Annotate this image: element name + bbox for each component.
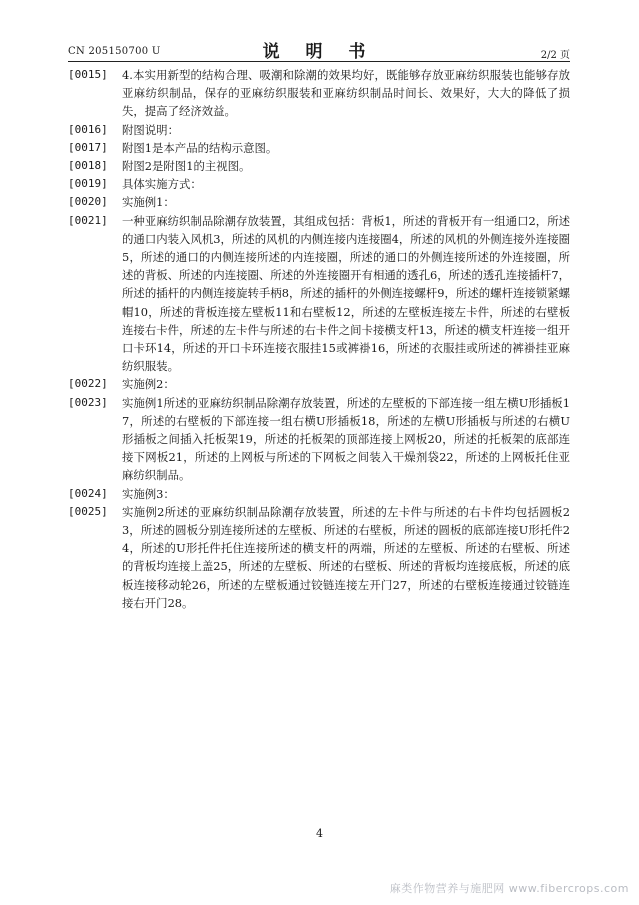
paragraph-0017 (68, 139, 570, 157)
paragraph-number: [0016] (68, 122, 108, 136)
paragraph-text: 具体实施方式： (122, 177, 202, 192)
paragraph-text: 附图2是附图1的主视图。 (122, 159, 251, 174)
header-rule (68, 61, 570, 62)
paragraph-number: [0024] (68, 486, 108, 500)
paragraph-0024 (68, 485, 570, 503)
paragraph-0021 (68, 212, 570, 376)
paragraph-0022 (68, 375, 570, 393)
paragraph-0019 (68, 175, 570, 193)
paragraph-text: 实施例2所述的亚麻纺织制品除潮存放装置，所述的左卡件与所述的右卡件均包括圆板23，所述的圆板分别连接所述的左壁板、所述的右壁板，所述的圆板的底部连接U形托件24，所述的U形托件托住连接所述的横支杆的两端，所述的左壁板、所述的右壁板、所述的背板均连接上盖25，所述的左壁板、所述的右壁板、所述的背板均连接底板，所述的底板连接移动轮26，所述的左壁板通过铰链连接左开门27，所述的右壁板连接通过铰链连接右开门28。 (122, 504, 570, 610)
paragraph-number: [0025] (68, 504, 108, 518)
paragraph-number: [0023] (68, 395, 108, 409)
paragraph-0023 (68, 394, 570, 485)
paragraph-text: 实施例1： (122, 195, 175, 210)
paragraph-number: [0018] (68, 159, 108, 173)
document-title: 说 明 书 (262, 42, 376, 62)
paragraph-0016 (68, 121, 570, 139)
paragraph-text: 4.本实用新型的结构合理、吸潮和除潮的效果均好，既能够存放亚麻纺织服装也能够存放亚麻纺织制品，保存的亚麻纺织服装和亚麻纺织制品时间长、效果好，大大的降低了损失，提高了经济效益。 (122, 68, 570, 119)
document-header (68, 32, 570, 62)
paragraph-number: [0015] (68, 68, 108, 81)
publication-number: CN 205150700 U (68, 46, 161, 57)
paragraph-number: [0017] (68, 140, 108, 154)
paragraph-0015 (68, 66, 570, 121)
paragraph-0020 (68, 193, 570, 211)
page-count: 2/2 页 (540, 50, 570, 61)
paragraph-text: 附图1是本产品的结构示意图。 (122, 140, 278, 155)
paragraph-number: [0019] (68, 177, 108, 191)
page-number: 4 (316, 827, 323, 840)
paragraph-text: 实施例1所述的亚麻纺织制品除潮存放装置，所述的左壁板的下部连接一组左横U形插板17，所述的右壁板的下部连接一组右横U形插板18，所述的左横U形插板与所述的右横U形插板之间插入托板架19，所述的托板架的顶部连接上网板20，所述的托板架的底部连接下网板21，所述的上网板与所述的下网板之间装入干燥剂袋22，所述的上网板托住亚麻纺织制品。 (122, 395, 570, 483)
paragraph-number: [0021] (68, 213, 108, 227)
paragraph-number: [0022] (68, 377, 108, 391)
paragraph-text: 一种亚麻纺织制品除潮存放装置，其组成包括：背板1，所述的背板开有一组通口2，所述的通口内装入风机3，所述的风机的内侧连接内连接圈4，所述的风机的外侧连接外连接圈5，所述的通口的内侧连接所述的内连接圈，所述的通口的外侧连接所述的外连接圈，所述的背板、所述的内连接圈、所述的外连接圈开有相通的透孔6，所述的透孔连接插杆7，所述的插杆的内侧连接旋转手柄8，所述的插杆的外侧连接螺杆9，所述的螺杆连接锁紧螺帽10，所述的背板连接左壁板11和右壁板12，所述的左壁板连接左卡件，所述的右壁板连接右卡件，所述的左卡件与所述的右卡件之间卡接横支杆13，所述的横支杆连接一组开口卡环14，所述的开口卡环连接衣服挂15或裤褂16，所述的衣服挂或所述的裤褂挂亚麻纺织服装。 (122, 213, 570, 374)
paragraph-text: 附图说明： (122, 122, 179, 137)
paragraph-number: [0020] (68, 195, 108, 209)
paragraph-text: 实施例2： (122, 377, 175, 392)
paragraph-text: 实施例3： (122, 486, 175, 501)
document-body (68, 66, 570, 612)
site-watermark: 麻类作物营养与施肥网 www.fibercrops.com (389, 882, 629, 895)
paragraph-0018 (68, 157, 570, 175)
paragraph-0025 (68, 503, 570, 612)
